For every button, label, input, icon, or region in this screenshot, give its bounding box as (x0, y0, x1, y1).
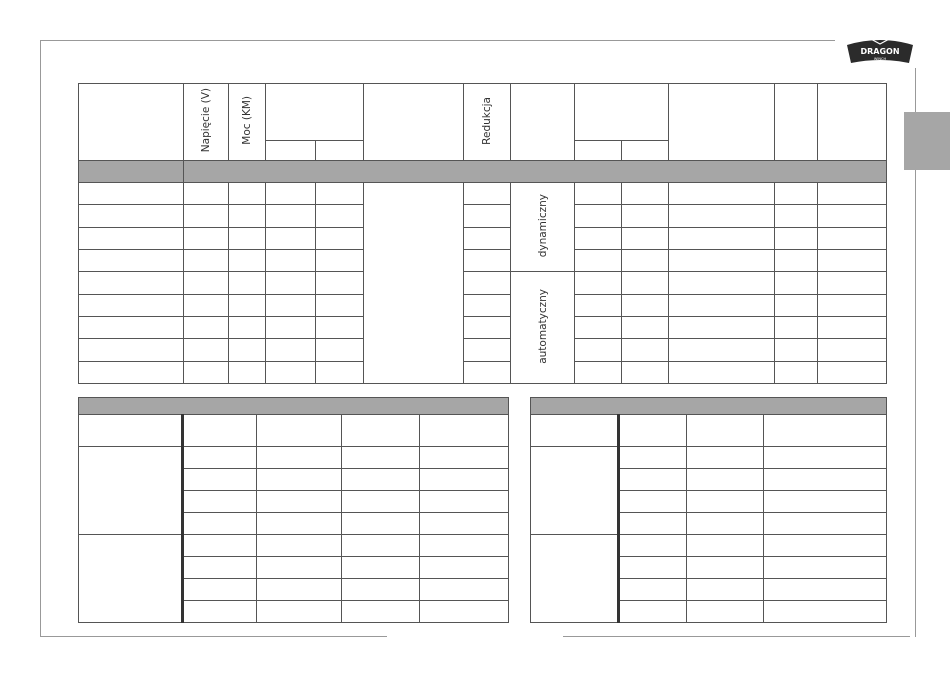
bottom-right-group-2 (531, 535, 619, 623)
table-row-cell (818, 295, 887, 317)
table-row-cell (669, 317, 775, 339)
table-row-cell (266, 362, 316, 384)
table-row-cell (257, 513, 342, 535)
bottom-left-header-cell (183, 415, 257, 447)
table-row-cell (79, 250, 184, 272)
section-side-tab (904, 112, 950, 170)
bottom-left-header-cell (257, 415, 342, 447)
header-group-b (575, 84, 669, 141)
table-row-cell (687, 557, 764, 579)
bottom-left-header-band (79, 398, 509, 415)
gray-band-left (79, 161, 184, 183)
table-row-cell (575, 317, 622, 339)
table-row-cell (257, 579, 342, 601)
table-row-cell (184, 205, 229, 228)
header-col-13 (818, 84, 887, 161)
header-model (79, 84, 184, 161)
table-row-cell (687, 601, 764, 623)
dragon-winch-logo (843, 33, 917, 67)
table-row-cell (687, 469, 764, 491)
brake-automatic-cell (511, 272, 575, 384)
brake-automatic-label: automatyczny (536, 288, 549, 364)
table-row-cell (266, 339, 316, 362)
table-row-cell (342, 557, 420, 579)
header-voltage-label: Napięcie (V) (200, 88, 212, 153)
table-row-cell (818, 362, 887, 384)
table-row-cell (818, 250, 887, 272)
table-row-cell (818, 205, 887, 228)
table-row-cell (464, 250, 511, 272)
table-row-cell (764, 601, 887, 623)
table-row-cell (316, 183, 364, 205)
table-row-cell (257, 491, 342, 513)
bottom-right-group-1 (531, 447, 619, 535)
table-row-cell (687, 491, 764, 513)
table-row-cell (619, 447, 687, 469)
table-row-cell (183, 513, 257, 535)
page-frame-bottom-left (40, 636, 387, 637)
main-spec-table (78, 83, 887, 384)
table-row-cell (229, 362, 266, 384)
table-row-cell (764, 469, 887, 491)
table-row-cell (257, 557, 342, 579)
table-row-cell (669, 228, 775, 250)
table-row-cell (669, 339, 775, 362)
table-row-cell (622, 295, 669, 317)
header-power-label: Moc (KM) (241, 96, 253, 145)
table-row-cell (818, 339, 887, 362)
header-sub-a2 (316, 141, 364, 161)
table-row-cell (266, 183, 316, 205)
bottom-right-header-cell (619, 415, 687, 447)
brake-dynamic-label: dynamiczny (536, 193, 549, 258)
header-reduction (464, 84, 511, 161)
table-row-cell (229, 250, 266, 272)
table-row-cell (622, 228, 669, 250)
table-row-cell (818, 228, 887, 250)
table-row-cell (266, 205, 316, 228)
table-row-cell (184, 183, 229, 205)
table-row-cell (79, 272, 184, 295)
table-row-cell (229, 339, 266, 362)
table-row-cell (183, 601, 257, 623)
table-row-cell (575, 362, 622, 384)
table-row-cell (775, 339, 818, 362)
table-row-cell (775, 317, 818, 339)
table-row-cell (266, 228, 316, 250)
table-row-cell (183, 491, 257, 513)
logo-text: DRAGON (860, 47, 900, 56)
table-row-cell (775, 295, 818, 317)
table-row-cell (575, 272, 622, 295)
table-row-cell (622, 272, 669, 295)
table-row-cell (622, 317, 669, 339)
table-row-cell (316, 205, 364, 228)
table-row-cell (183, 447, 257, 469)
table-row-cell (257, 447, 342, 469)
table-row-cell (257, 535, 342, 557)
table-row-cell (316, 339, 364, 362)
table-row-cell (420, 447, 509, 469)
table-row-cell (622, 362, 669, 384)
table-row-cell (316, 250, 364, 272)
table-row-cell (79, 205, 184, 228)
table-row-cell (775, 250, 818, 272)
table-row-cell (464, 295, 511, 317)
table-row-cell (619, 579, 687, 601)
table-row-cell (316, 272, 364, 295)
table-row-cell (464, 205, 511, 228)
table-row-cell (464, 362, 511, 384)
table-row-cell (184, 272, 229, 295)
table-row-cell (619, 535, 687, 557)
table-row-cell (184, 250, 229, 272)
bottom-left-group-1 (79, 447, 183, 535)
header-sub-b1 (575, 141, 622, 161)
table-row-cell (764, 491, 887, 513)
bottom-left-header-cell (420, 415, 509, 447)
table-row-cell (229, 272, 266, 295)
gray-band-right (184, 161, 887, 183)
table-row-cell (342, 491, 420, 513)
table-row-cell (464, 272, 511, 295)
table-row-cell (420, 513, 509, 535)
table-row-cell (184, 339, 229, 362)
table-row-cell (669, 250, 775, 272)
header-col-12 (775, 84, 818, 161)
table-row-cell (575, 339, 622, 362)
header-voltage (184, 84, 229, 161)
table-row-cell (257, 469, 342, 491)
table-row-cell (229, 205, 266, 228)
table-row-cell (687, 513, 764, 535)
table-row-cell (619, 513, 687, 535)
table-row-cell (342, 601, 420, 623)
header-col-11 (669, 84, 775, 161)
table-row-cell (420, 557, 509, 579)
table-row-cell (575, 295, 622, 317)
table-row-cell (775, 205, 818, 228)
table-row-cell (229, 183, 266, 205)
brake-dynamic-cell (511, 183, 575, 272)
table-row-cell (316, 362, 364, 384)
table-row-cell (775, 272, 818, 295)
table-row-cell (619, 491, 687, 513)
table-row-cell (420, 491, 509, 513)
bottom-left-header-cell (342, 415, 420, 447)
header-power (229, 84, 266, 161)
table-row-cell (775, 228, 818, 250)
table-row-cell (669, 205, 775, 228)
table-row-cell (669, 183, 775, 205)
table-row-cell (420, 579, 509, 601)
table-row-cell (420, 535, 509, 557)
page-frame-bottom-right (563, 636, 910, 637)
table-row-cell (464, 228, 511, 250)
bottom-right-table (530, 397, 887, 623)
table-row-cell (257, 601, 342, 623)
table-row-cell (316, 295, 364, 317)
table-row-cell (775, 183, 818, 205)
logo-subtext: WINCH (873, 57, 887, 61)
table-row-cell (342, 469, 420, 491)
table-row-cell (575, 183, 622, 205)
table-row-cell (687, 579, 764, 601)
table-row-cell (183, 579, 257, 601)
table-row-cell (669, 362, 775, 384)
table-row-cell (266, 250, 316, 272)
table-row-cell (420, 601, 509, 623)
table-row-cell (79, 228, 184, 250)
bottom-left-group-2 (79, 535, 183, 623)
table-row-cell (764, 535, 887, 557)
table-row-cell (464, 317, 511, 339)
table-row-cell (342, 579, 420, 601)
table-row-cell (764, 557, 887, 579)
table-row-cell (184, 362, 229, 384)
table-row-cell (575, 205, 622, 228)
table-row-cell (184, 295, 229, 317)
table-row-cell (575, 228, 622, 250)
table-row-cell (575, 250, 622, 272)
page-frame-top (40, 40, 835, 41)
header-brake (511, 84, 575, 161)
table-row-cell (619, 601, 687, 623)
table-row-cell (79, 362, 184, 384)
table-row-cell (229, 295, 266, 317)
header-sub-b2 (622, 141, 669, 161)
table-row-cell (79, 339, 184, 362)
table-row-cell (184, 228, 229, 250)
table-row-cell (266, 272, 316, 295)
table-row-cell (818, 317, 887, 339)
table-row-cell (818, 183, 887, 205)
table-row-cell (622, 250, 669, 272)
table-row-cell (764, 579, 887, 601)
page-frame-left (40, 40, 41, 637)
table-row-cell (266, 295, 316, 317)
bottom-right-header-cell (764, 415, 887, 447)
table-row-cell (619, 469, 687, 491)
table-row-cell (229, 228, 266, 250)
table-row-cell (669, 295, 775, 317)
table-row-cell (79, 183, 184, 205)
bottom-left-table (78, 397, 509, 623)
table-row-cell (79, 295, 184, 317)
table-row-cell (764, 513, 887, 535)
bottom-right-header-band (531, 398, 887, 415)
header-sub-a1 (266, 141, 316, 161)
table-row-cell (183, 535, 257, 557)
table-row-cell (669, 272, 775, 295)
table-row-cell (687, 447, 764, 469)
table-row-cell (764, 447, 887, 469)
table-row-cell (342, 447, 420, 469)
bottom-right-header-cell (531, 415, 619, 447)
header-reduction-label: Redukcja (481, 96, 493, 145)
table-row-cell (622, 183, 669, 205)
table-row-cell (183, 557, 257, 579)
header-col-6 (364, 84, 464, 161)
table-row-cell (184, 317, 229, 339)
header-group-a (266, 84, 364, 141)
table-row-cell (316, 228, 364, 250)
bottom-right-header-cell (687, 415, 764, 447)
table-row-cell (183, 469, 257, 491)
table-row-cell (622, 205, 669, 228)
table-row-cell (464, 183, 511, 205)
table-row-cell (420, 469, 509, 491)
table-row-cell (229, 317, 266, 339)
table-row-cell (622, 339, 669, 362)
table-row-cell (266, 317, 316, 339)
table-row-cell (775, 362, 818, 384)
table-row-cell (464, 339, 511, 362)
table-row-cell (342, 513, 420, 535)
table-row-cell (342, 535, 420, 557)
merged-cell-col6 (364, 183, 464, 384)
table-row-cell (619, 557, 687, 579)
table-row-cell (818, 272, 887, 295)
table-row-cell (687, 535, 764, 557)
table-row-cell (316, 317, 364, 339)
bottom-left-header-cell (79, 415, 183, 447)
table-row-cell (79, 317, 184, 339)
